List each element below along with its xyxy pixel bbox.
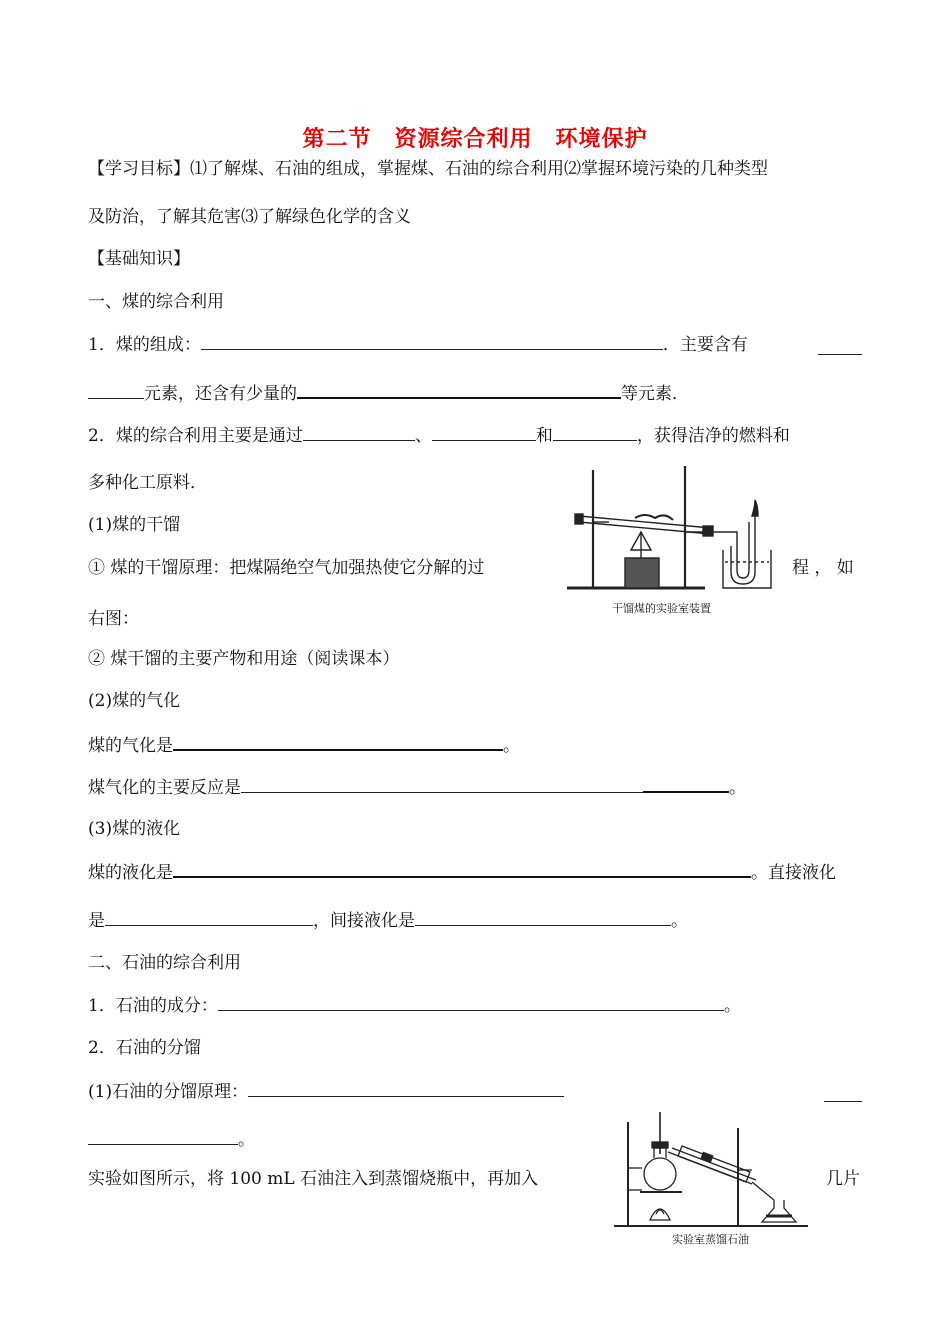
dry-distillation-principle-cont: 程 ， 如 — [792, 558, 854, 578]
liquefaction-heading: (3)煤的液化 — [88, 819, 181, 839]
coal-composition-blank[interactable] — [201, 333, 663, 350]
coal-composition-line: 1．煤的组成： ．主要含有 — [88, 335, 748, 355]
utilization-blank-3[interactable] — [553, 424, 637, 441]
fractionation-principle-blank-part1[interactable] — [824, 1085, 862, 1102]
utilization-blank-1[interactable] — [303, 424, 415, 441]
oil-experiment-cont: 几片 — [826, 1169, 860, 1189]
coal-utilization-line-2: 多种化工原料． — [88, 473, 207, 493]
utilization-blank-2[interactable] — [432, 424, 536, 441]
coal-utilization-line: 2．煤的综合利用主要是通过 、 和 ，获得洁净的燃料和 — [88, 426, 790, 446]
oil-composition-blank[interactable] — [218, 994, 724, 1011]
oil-distillation-apparatus-figure — [612, 1108, 812, 1230]
dry-distillation-principle: ① 煤的干馏原理：把煤隔绝空气加强热使它分解的过 — [88, 558, 485, 578]
oil-fractionation-principle-line: (1)石油的分馏原理： — [88, 1080, 564, 1103]
oil-fractionation-heading: 2．石油的分馏 — [88, 1038, 201, 1058]
gasification-heading: (2)煤的气化 — [88, 691, 181, 711]
dry-distillation-figure-ref: 右图： — [88, 609, 139, 629]
indirect-liquefaction-blank[interactable] — [415, 909, 671, 926]
page-title: 第二节 资源综合利用 环境保护 — [302, 127, 648, 152]
liquefaction-definition-line: 煤的液化是 。直接液化 — [88, 860, 836, 884]
coal-apparatus-caption: 干馏煤的实验室装置 — [612, 602, 711, 615]
dry-distillation-heading: (1)煤的干馏 — [88, 515, 181, 535]
gasification-reaction-blank[interactable] — [241, 776, 643, 793]
main-elements-blank-part2[interactable] — [88, 382, 144, 399]
basic-knowledge-heading: 【基础知识】 — [88, 249, 190, 269]
fractionation-principle-blank-part2[interactable] — [88, 1128, 238, 1145]
minor-elements-blank[interactable] — [297, 381, 621, 399]
oil-experiment-line: 实验如图所示，将 100 mL 石油注入到蒸馏烧瓶中，再加入 — [88, 1169, 539, 1189]
coal-distillation-apparatus-figure — [565, 462, 775, 594]
objectives-line-2: 及防治，了解其危害⑶了解绿色化学的含义 — [88, 207, 411, 227]
direct-liquefaction-blank[interactable] — [105, 909, 313, 926]
coal-section-heading: 一、煤的综合利用 — [88, 292, 224, 312]
objectives-line-1: 【学习目标】⑴了解煤、石油的组成，掌握煤、石油的综合利用⑵掌握环境污染的几种类型 — [88, 159, 768, 179]
gasification-definition-line: 煤的气化是 。 — [88, 733, 520, 757]
oil-section-heading: 二、石油的综合利用 — [88, 953, 241, 973]
main-elements-blank-part1[interactable] — [818, 338, 862, 355]
dry-distillation-products: ② 煤干馏的主要产物和用途（阅读课本） — [88, 649, 400, 669]
oil-apparatus-caption: 实验室蒸馏石油 — [672, 1233, 749, 1246]
liquefaction-definition-blank[interactable] — [173, 860, 751, 878]
coal-elements-line: 元素，还含有少量的 等元素． — [88, 381, 689, 405]
gasification-definition-blank[interactable] — [173, 733, 503, 751]
gasification-reaction-line: 煤气化的主要反应是 。 — [88, 775, 746, 799]
gasification-reaction-blank-2[interactable] — [643, 775, 729, 793]
fractionation-principle-blank[interactable] — [248, 1080, 564, 1097]
liquefaction-types-line: 是 ，间接液化是 。 — [88, 911, 688, 931]
fractionation-principle-cont-line: 。 — [88, 1128, 255, 1151]
oil-composition-line: 1．石油的成分： 。 — [88, 996, 741, 1016]
